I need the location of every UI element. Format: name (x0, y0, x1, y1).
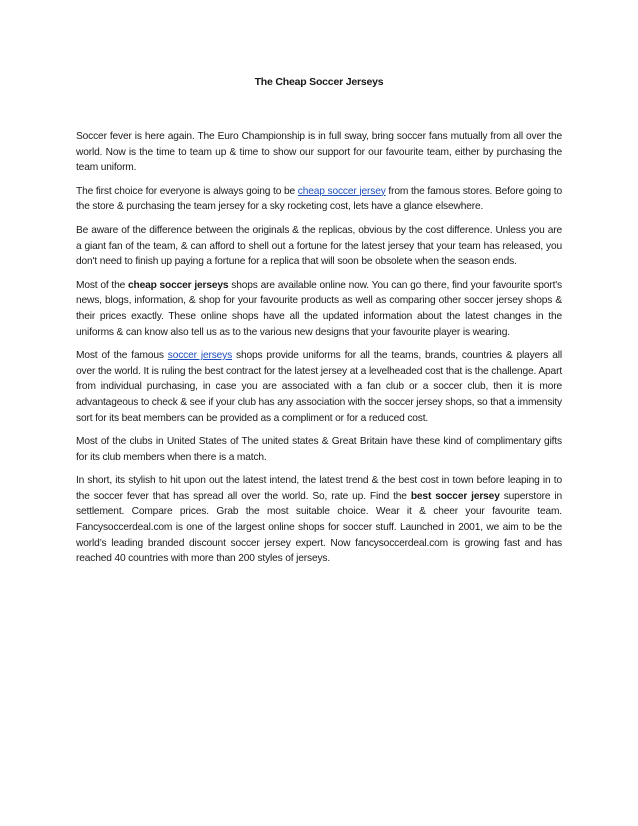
document-title: The Cheap Soccer Jerseys (254, 76, 384, 88)
paragraph-text: superstore in settlement. Compare prices. Grab the most suitable choice. Wear it & cheer your favourite team. Fancysoccerdeal.com is one of the largest online shops for soccer stuff. Launched in 2001, we aim to be the world’s leading branded discount soccer jersey expert. Now fancysoccerdeal.com is growing fast and has reached 40 countries with more than 200 styles of jerseys. (76, 490, 562, 565)
paragraph-first-choice (76, 184, 562, 215)
bold-keyword: best soccer jersey (410, 490, 500, 502)
bold-keyword: cheap soccer jerseys (127, 279, 229, 291)
paragraph-famous-shops (76, 348, 562, 426)
paragraph-text: The first choice for everyone is always going to be (76, 185, 298, 197)
paragraph-text: Most of the famous (76, 350, 168, 362)
paragraph-intro: Soccer fever is here again. The Euro Championship is in full sway, bring soccer fans mutually from all over the world. Now is the time to team up & time to show our support for our favourite team, either by purchasing the team uniform. (76, 131, 562, 174)
paragraph-text: from the famous stores. Before going to the store & purchasing the team jersey for a sky rocketing cost, lets have a glance elsewhere. (76, 185, 562, 213)
paragraph-conclusion (76, 473, 562, 567)
paragraph-originals-vs-replicas: Be aware of the difference between the originals & the replicas, obvious by the cost difference. Unless you are a giant fan of the team, & can afford to shell out a fortune for the latest jersey that your team has released, you don't need to finish up paying a fortune for a replica that will soon be obsolete when the season ends. (76, 224, 562, 268)
paragraph-text: In short, its stylish to hit upon out the latest intend, the latest trend & the best cost in town before leaping in to the soccer fever that has spread all over the world. So, rate up. Find the (76, 475, 562, 502)
paragraph-text: shops provide uniforms for all the teams, brands, countries & players all over the world. It is ruling the best contract for the latest jersey at a levelheaded cost that is the challenge. Apart from individual purchasing, in case you are associated with a fan club or a soccer club, then it is more advantageous to check & see if your club has any association with the soccer jersey shops, so that a immensity sort for its beat members can be provided as a compliment or for a reduced cost. (76, 350, 562, 424)
soccer-jerseys-link[interactable]: soccer jerseys (167, 350, 233, 362)
paragraph-text: Most of the (76, 279, 128, 291)
cheap-soccer-jersey-link[interactable]: cheap soccer jersey (297, 185, 386, 197)
paragraph-online-shops (76, 278, 562, 340)
paragraph-text: shops are available online now. You can go there, find your favourite sport's news, blogs, information, & shop for your favourite products as well as comparing other soccer jersey shops & their prices exactly. These online shops have all the updated information about the latest changes in the uniforms & can know also tell us as to the various new designs that your favourite player is wearing. (76, 279, 562, 338)
paragraph-clubs: Most of the clubs in United States of The united states & Great Britain have these kind of complimentary gifts for its club members when there is a match. (76, 436, 562, 463)
document-body (76, 129, 562, 575)
